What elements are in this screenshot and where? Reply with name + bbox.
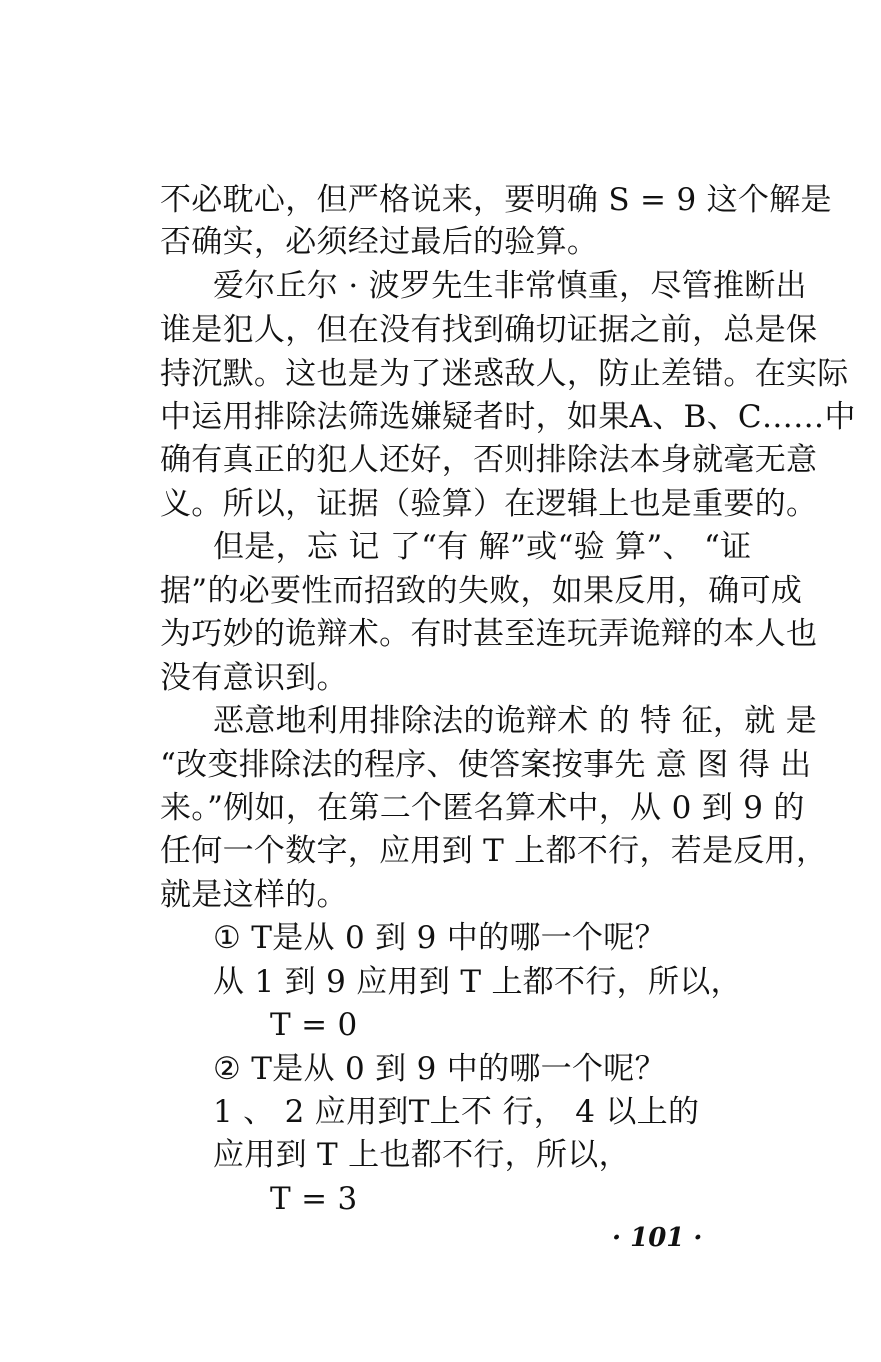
text-line: ② T是从 0 到 9 中的哪一个呢？ [213,1051,666,1087]
text-line: 不必耽心，但严格说来，要明确 S = 9 这个解是 [160,182,832,218]
text-line: T = 0 [270,1007,358,1043]
text-line: 1 、 2 应用到T上不 行， 4 以上的 [213,1094,700,1130]
text-line: 义。所以，证据（验算）在逻辑上也是重要的。 [160,486,818,522]
text-line: 任何一个数字，应用到 T 上都不行，若是反用， [160,833,828,869]
text-line: 应用到 T 上也都不行，所以， [213,1137,630,1173]
text-line: 持沉默。这也是为了迷惑敌人，防止差错。在实际 [160,356,849,392]
text-line: 据”的必要性而招致的失败，如果反用，确可成 [160,573,803,609]
text-line: 没有意识到。 [160,660,348,696]
text-line: 中运用排除法筛选嫌疑者时，如果A、B、C……中 [160,399,856,435]
text-line: 从 1 到 9 应用到 T 上都不行，所以， [213,964,742,1000]
text-line: 否确实，必须经过最后的验算。 [160,224,599,260]
text-line: 确有真正的犯人还好，否则排除法本身就毫无意 [160,442,818,478]
text-line: 恶意地利用排除法的诡辩术 的 特 征，就 是 [213,703,818,739]
text-line: “改变排除法的程序、使答案按事先 意 图 得 出 [160,747,812,783]
text-line: 爱尔丘尔 · 波罗先生非常慎重，尽管推断出 [213,268,807,304]
text-line: 但是，忘 记 了“有 解”或“验 算”、 “证 [213,529,752,565]
text-line: 谁是犯人，但在没有找到确切证据之前，总是保 [160,312,818,348]
text-line: 就是这样的。 [160,877,348,913]
text-line: ① T是从 0 到 9 中的哪一个呢？ [213,920,666,956]
text-line: 来。”例如，在第二个匿名算术中，从 0 到 9 的 [160,790,805,826]
text-line: 为巧妙的诡辩术。有时甚至连玩弄诡辩的本人也 [160,616,818,652]
text-line: T = 3 [270,1181,358,1217]
page-number: · 101 · [612,1223,703,1253]
